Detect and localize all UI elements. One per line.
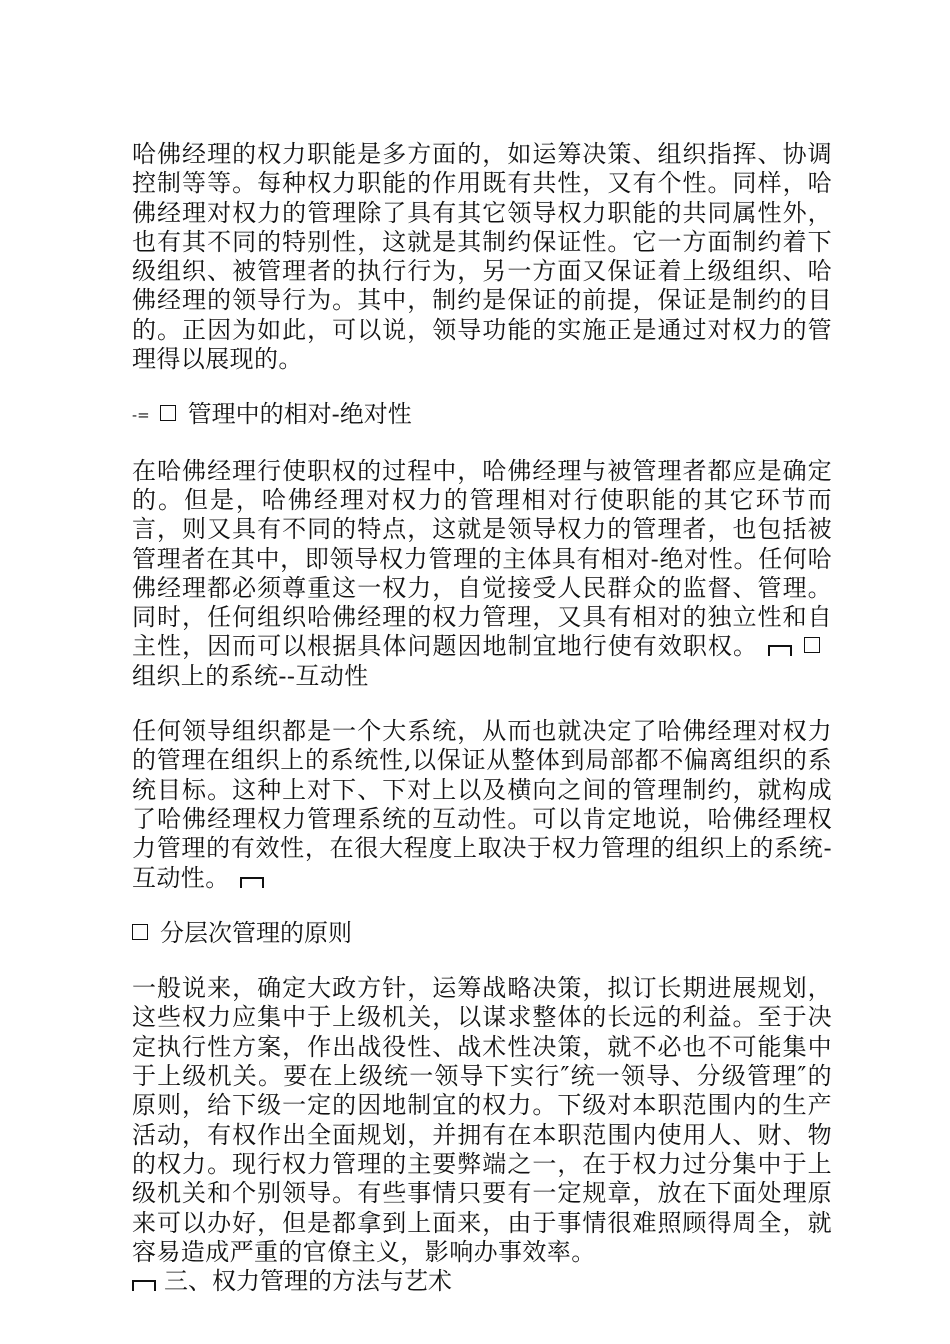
heading-text: 三、权力管理的方法与艺术 [164,1267,452,1296]
checkbox-glyph-icon [804,637,820,653]
bracket-glyph-icon [768,645,792,656]
heading-relative-absolute [132,400,832,430]
inline-heading-system: 组织上的系统--互动性 [132,661,369,690]
checkbox-glyph-icon [132,924,148,940]
list-marker: -= [132,406,150,425]
paragraph-system-interaction [132,717,832,893]
paragraph-relative-absolute [132,457,832,691]
heading-methods-art [132,1267,832,1296]
spacer [132,948,832,974]
bracket-glyph-icon [132,1280,156,1291]
spacer [132,431,832,457]
spacer [132,893,832,919]
checkbox-glyph-icon [160,405,176,421]
heading-layered-management [132,919,832,948]
paragraph-text: 任何领导组织都是一个大系统，从而也就决定了哈佛经理对权力的管理在组织上的系统性,以保证从整体到局部都不偏离组织的系统目标。这种上对下、下对上以及横向之间的管理制约，就构成了哈佛经理权力管理系统的互动性。可以肯定地说，哈佛经理权力管理的有效性，在很大程度上取决于权力管理的组织上的系统-互动性。 [132,717,832,892]
heading-text: 分层次管理的原则 [160,918,352,947]
bracket-glyph-icon [240,877,264,888]
spacer [132,691,832,717]
heading-text: 管理中的相对-绝对性 [187,400,412,429]
paragraph-text: 在哈佛经理行使职权的过程中，哈佛经理与被管理者都应是确定的。但是，哈佛经理对权力的管理相对行使职能的其它环节而言，则又具有不同的特点，这就是领导权力的管理者，也包括被管理者在其中，即领导权力管理的主体具有相对-绝对性。任何哈佛经理都必须尊重这一权力，自觉接受人民群众的监督、管理。同时，任何组织哈佛经理的权力管理，又具有相对的独立性和自主性，因而可以根据具体问题因地制宜地行使有效职权。 [132,456,832,661]
spacer [132,374,832,400]
document-page [132,140,832,1296]
paragraph-intro: 哈佛经理的权力职能是多方面的，如运筹决策、组织指挥、协调控制等等。每种权力职能的作用既有共性，又有个性。同样，哈佛经理对权力的管理除了具有其它领导权力职能的共同属性外，也有其不同的特别性，这就是其制约保证性。它一方面制约着下级组织、被管理者的执行行为，另一方面又保证着上级组织、哈佛经理的领导行为。其中，制约是保证的前提，保证是制约的目的。正因为如此，可以说，领导功能的实施正是通过对权力的管理得以展现的。 [132,140,832,374]
paragraph-layered-management: 一般说来，确定大政方针，运筹战略决策，拟订长期进展规划，这些权力应集中于上级机关，以谋求整体的长远的利益。至于决定执行性方案，作出战役性、战术性决策，就不必也不可能集中于上级机关。要在上级统一领导下实行″统一领导、分级管理″的原则，给下级一定的因地制宜的权力。下级对本职范围内的生产活动，有权作出全面规划，并拥有在本职范围内使用人、财、物的权力。现行权力管理的主要弊端之一，在于权力过分集中于上级机关和个别领导。有些事情只要有一定规章，放在下面处理原来可以办好，但是都拿到上面来，由于事情很难照顾得周全，就容易造成严重的官僚主义，影响办事效率。 [132,974,832,1266]
